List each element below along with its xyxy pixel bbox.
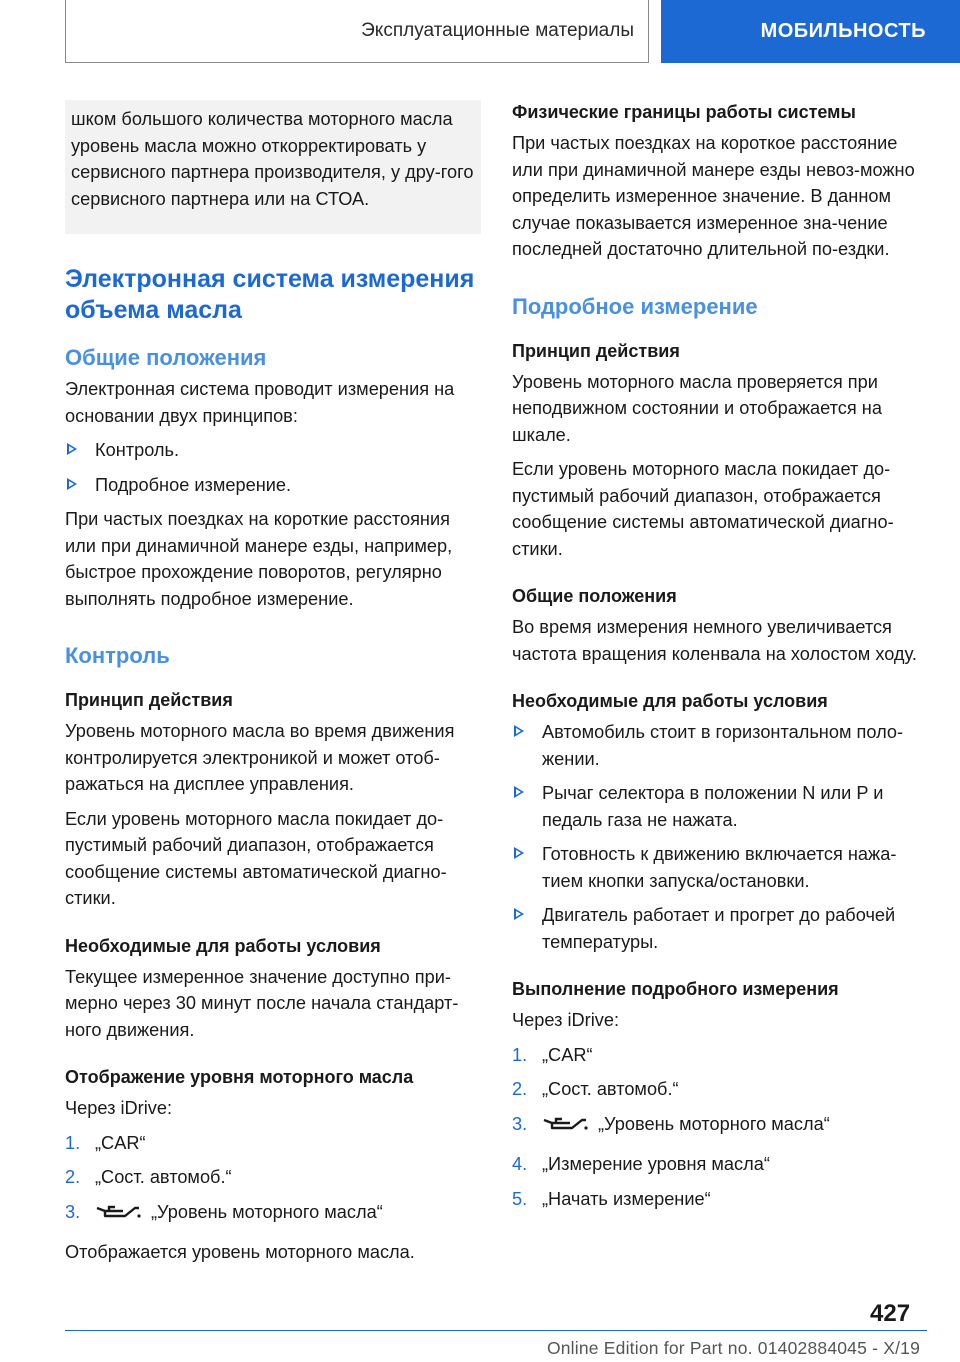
triangle-bullet-icon: [514, 786, 524, 798]
list-item: 2. „Сост. автомоб.“: [65, 1167, 232, 1187]
display-via: Через iDrive:: [65, 1098, 172, 1118]
page-number: 427: [870, 1300, 911, 1327]
general-right-text: Во время измерения немного увеличивается частота вращения коленвала на холостом ходу.: [512, 617, 917, 664]
general-heading: Общие положения: [65, 345, 267, 370]
general-text: Электронная система проводит измерения на основании двух принципов:: [65, 379, 455, 426]
note-box: [65, 100, 481, 234]
list-item: 1. „CAR“: [512, 1044, 593, 1065]
list-item: Рычаг селектора в положении N или P и педаль газа не нажата.: [512, 780, 924, 833]
footer-divider: [65, 1330, 927, 1331]
principle-heading-right: Принцип действия: [512, 340, 680, 361]
triangle-bullet-icon: [67, 478, 77, 490]
header-section-text: Эксплуатационные материалы: [361, 20, 634, 41]
general-list: [65, 437, 481, 498]
oil-can-icon: [542, 1114, 588, 1144]
list-item: Двигатель работает и прогрет до рабочей температуры.: [512, 902, 924, 955]
display-steps: [65, 1130, 481, 1232]
limits-heading: Физические границы работы системы: [512, 102, 856, 122]
triangle-bullet-icon: [514, 847, 524, 859]
detailed-heading: Подробное измерение: [512, 293, 758, 319]
exec-via: Через iDrive:: [512, 1010, 619, 1030]
conditions-heading: Необходимые для работы условия: [65, 935, 381, 956]
display-result: Отображается уровень моторного масла.: [65, 1242, 415, 1262]
list-item: 1. „CAR“: [65, 1132, 146, 1153]
list-item: Готовность к движению включается нажа-тием кнопки запуска/остановки.: [512, 841, 924, 894]
list-item: 2. „Сост. автомоб.“: [512, 1079, 679, 1099]
conditions-list: [512, 719, 924, 955]
list-item: Контроль.: [65, 437, 481, 464]
principle-heading: Принцип действия: [65, 690, 233, 710]
control-heading: Контроль: [65, 643, 170, 668]
principle-text-1: Уровень моторного масла во время движения контролируется электроникой и может отоб-ражаться на дисплее управления.: [65, 721, 455, 794]
header-section-label: [65, 0, 649, 63]
triangle-bullet-icon: [514, 725, 524, 737]
principle-right-text-2: Если уровень моторного масла покидает до-пустимый рабочий диапазон, отображается сообщение системы автоматической диагно-стики.: [512, 459, 894, 559]
general-heading-right: Общие положения: [512, 586, 677, 606]
right-column: [512, 100, 924, 1220]
note-text: шком большого количества моторного масла уровень масла можно откорректировать у сервисного партнера производителя, у дру-гого сервисного партнера или на СТОА.: [71, 109, 474, 209]
display-heading: Отображение уровня моторного масла: [65, 1067, 414, 1087]
footer-edition: Online Edition for Part no. 01402884045 - X/19: [546, 1338, 920, 1358]
left-column: [65, 100, 481, 1274]
conditions-text: Текущее измеренное значение доступно при-мерно через 30 минут после начала стандарт-ного движения.: [65, 966, 459, 1040]
triangle-bullet-icon: [67, 443, 77, 455]
list-item: 4. „Измерение уровня масла“: [512, 1154, 770, 1174]
section-title: Электронная система измерения объема масла: [65, 265, 475, 324]
oil-can-icon: [95, 1202, 141, 1232]
principle-text-2: Если уровень моторного масла покидает до-пустимый рабочий диапазон, отображается сообщение системы автоматической диагно-стики.: [65, 808, 447, 908]
principle-right-text-1: Уровень моторного масла проверяется при неподвижном состоянии и отображается на шкале.: [512, 371, 882, 445]
header-chapter-tab[interactable]: [661, 0, 960, 63]
exec-steps: [512, 1042, 924, 1213]
list-item: 5. „Начать измерение“: [512, 1188, 711, 1209]
limits-text: При частых поездках на короткое расстояние или при динамичной манере езды невоз-можно определить измеренное значение. В данном случае показывается измеренное зна-чение последней достаточно длительной по-ездки.: [512, 133, 915, 259]
exec-heading: Выполнение подробного измерения: [512, 979, 839, 999]
triangle-bullet-icon: [514, 908, 524, 920]
general-text-2: При частых поездках на короткие расстояния или при динамичной манере езды, например, быстрое прохождение поворотов, регулярно выполнять подробное измерение.: [65, 509, 453, 609]
conditions-heading-right: Необходимые для работы условия: [512, 691, 828, 711]
list-item: 3. „Уровень моторного масла“: [65, 1199, 481, 1232]
list-item: Автомобиль стоит в горизонтальном поло-жении.: [512, 719, 924, 772]
list-item: 3. „Уровень моторного масла“: [512, 1111, 924, 1144]
header-chapter-text: МОБИЛЬНОСТЬ: [760, 20, 926, 42]
list-item: Подробное измерение.: [65, 472, 481, 499]
